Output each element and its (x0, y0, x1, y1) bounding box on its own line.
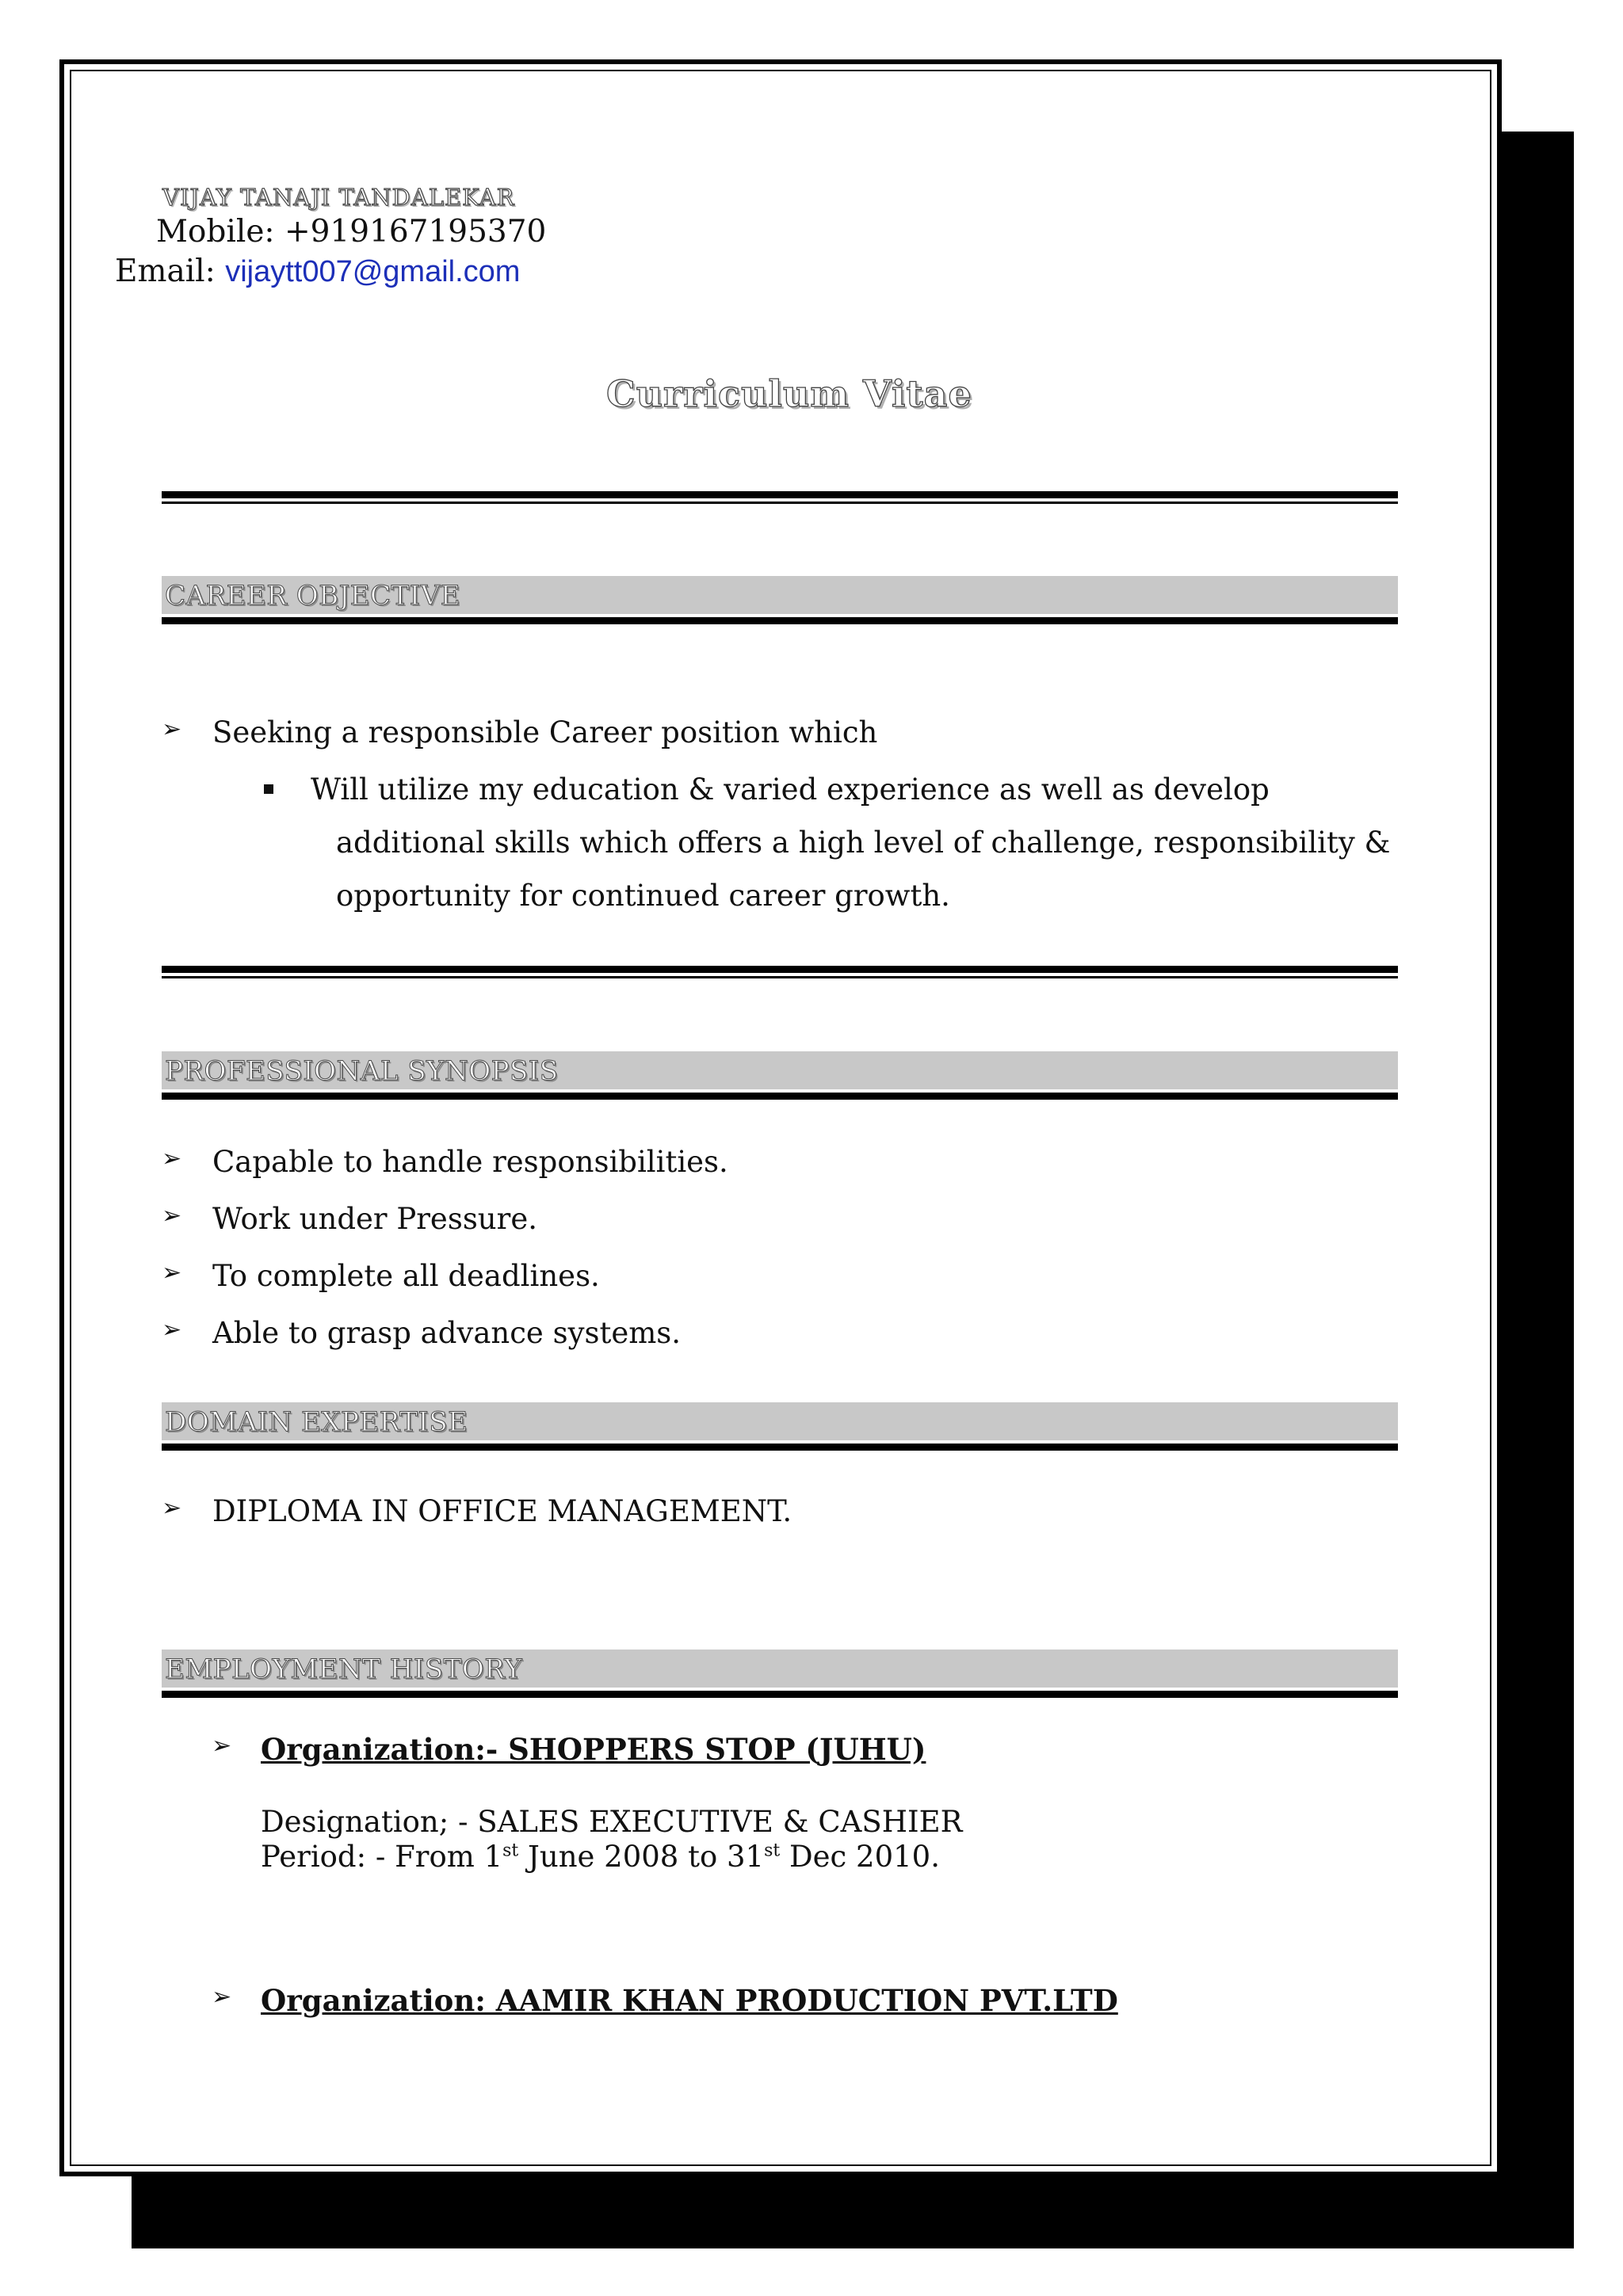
arrow-bullet-icon: ➢ (212, 1732, 232, 1760)
arrow-bullet-icon: ➢ (162, 1202, 182, 1230)
section-title: CAREER OBJECTIVE (165, 580, 461, 612)
arrow-bullet-icon: ➢ (162, 1259, 182, 1287)
designation: Designation; - SALES EXECUTIVE & CASHIER (261, 1805, 963, 1839)
objective-line: opportunity for continued career growth. (336, 879, 950, 913)
section-title: PROFESSIONAL SYNOPSIS (165, 1055, 559, 1087)
divider-rule (162, 966, 1398, 978)
arrow-bullet-icon: ➢ (212, 1983, 232, 2011)
section-title: DOMAIN EXPERTISE (165, 1406, 468, 1438)
arrow-bullet-icon: ➢ (162, 1494, 182, 1522)
candidate-name: VIJAY TANAJI TANDALEKAR (162, 184, 515, 211)
period: Period: - From 1st June 2008 to 31st Dec 2010. (261, 1840, 940, 1874)
divider-rule (162, 491, 1398, 504)
objective-line: Will utilize my education & varied experience as well as develop (311, 772, 1270, 807)
section-heading-domain-expertise (162, 1402, 1398, 1440)
arrow-bullet-icon: ➢ (162, 1316, 182, 1344)
email-label: Email: (115, 254, 226, 289)
section-title: EMPLOYMENT HISTORY (165, 1653, 523, 1685)
arrow-bullet-icon: ➢ (162, 1145, 182, 1173)
section-heading-career-objective (162, 576, 1398, 614)
section-heading-professional-synopsis (162, 1051, 1398, 1089)
document-title: Curriculum Vitae (606, 372, 972, 415)
organization-name: Organization: AAMIR KHAN PRODUCTION PVT.LTD (261, 1983, 1118, 2018)
objective-line: additional skills which offers a high level of challenge, responsibility & (336, 826, 1391, 860)
section-heading-employment-history (162, 1650, 1398, 1688)
organization-name: Organization:- SHOPPERS STOP (JUHU) (261, 1732, 926, 1767)
square-bullet-icon (264, 784, 273, 794)
mobile-number: Mobile: +919167195370 (156, 214, 547, 250)
email-line (115, 254, 520, 289)
email-link[interactable]: vijaytt007@gmail.com (225, 255, 521, 288)
arrow-bullet-icon: ➢ (162, 715, 182, 743)
